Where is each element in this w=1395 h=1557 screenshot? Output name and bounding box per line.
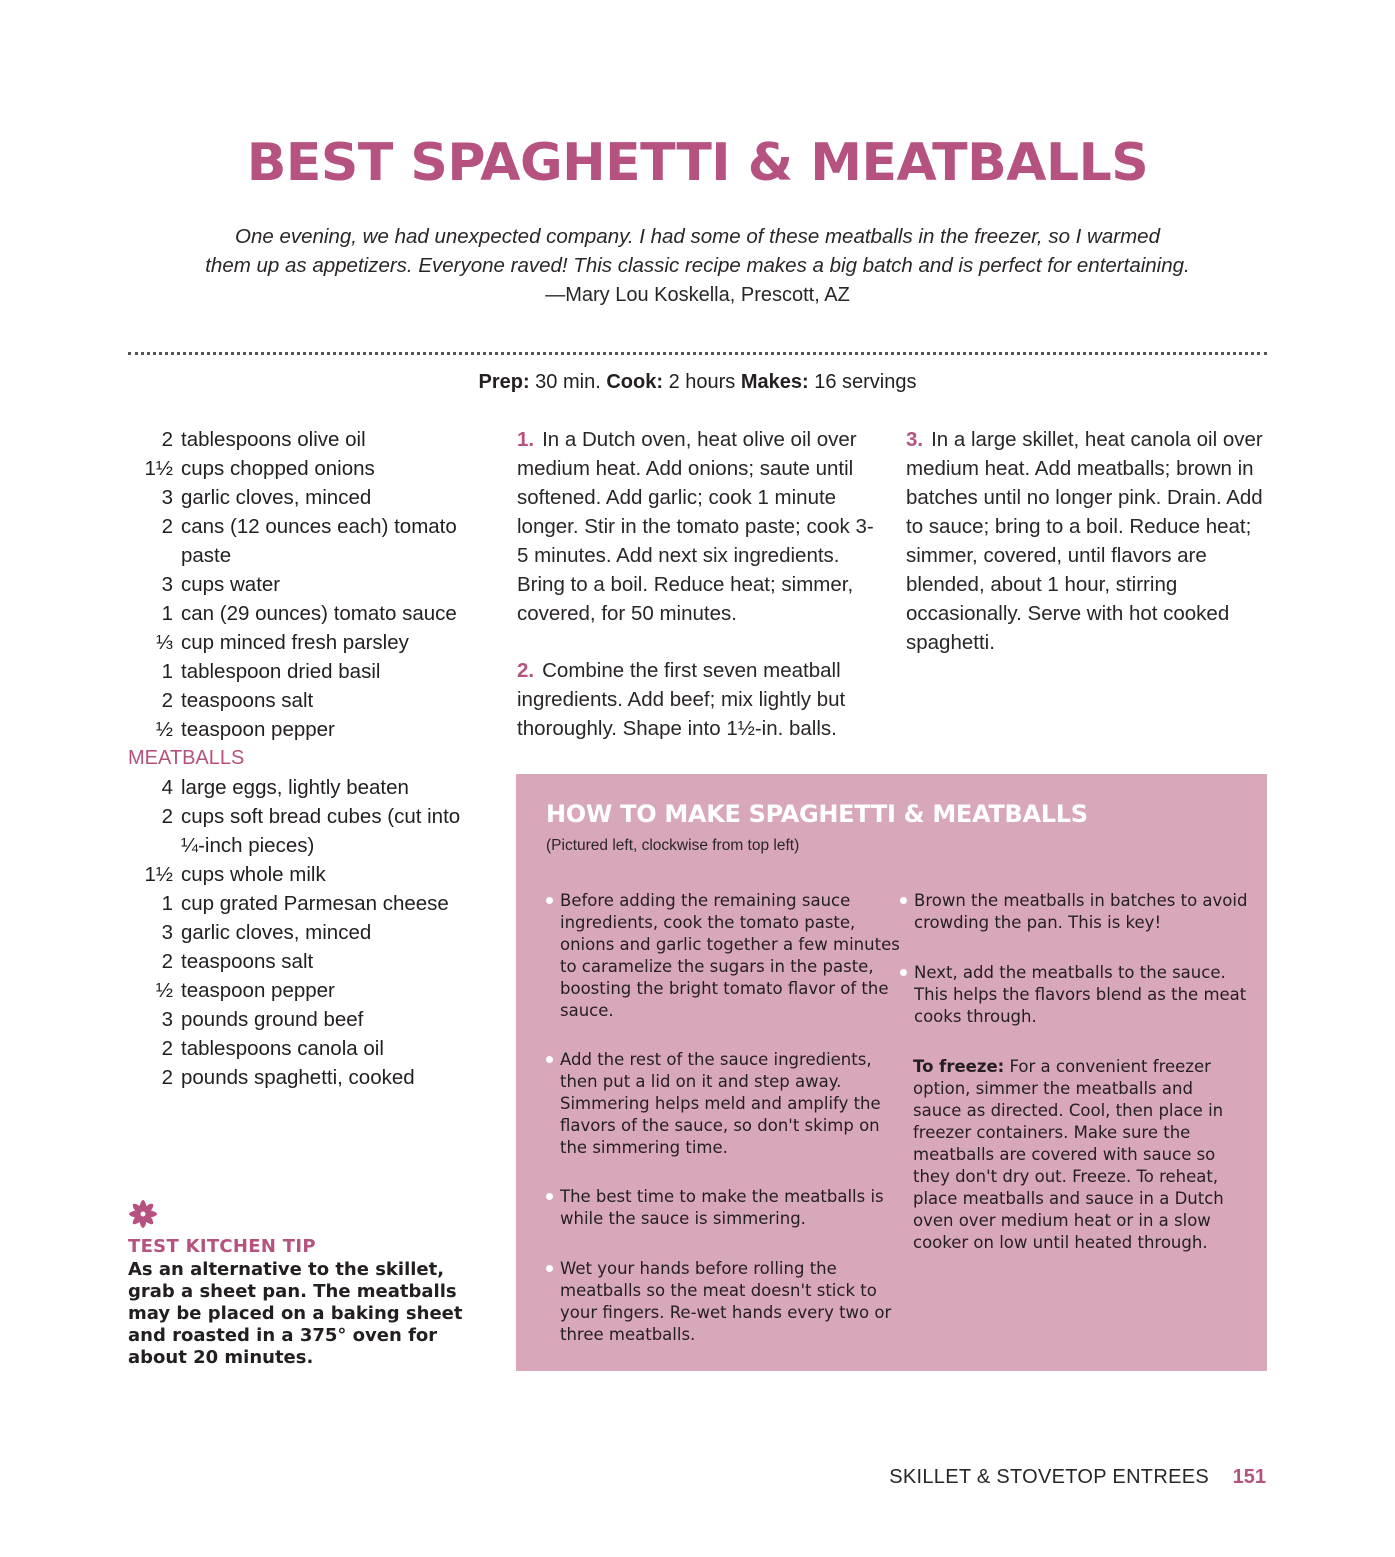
ingredient-row	[128, 1063, 488, 1092]
ingredient-qty: 3	[161, 1008, 173, 1031]
how-to-bullet	[900, 962, 1254, 1028]
how-to-title: HOW TO MAKE SPAGHETTI & MEATBALLS	[546, 800, 1088, 828]
cook-label: Cook:	[606, 371, 663, 393]
bullet-text: Brown the meatballs in batches to avoid crowding the pan. This is key!	[914, 891, 1248, 932]
bullet-dot	[900, 969, 907, 976]
bullet-text: Next, add the meatballs to the sauce. This helps the flavors blend as the meat cooks through.	[914, 963, 1247, 1026]
step-number: 2.	[517, 659, 535, 682]
how-to-bullet	[546, 890, 900, 1022]
page-title: BEST SPAGHETTI & MEATBALLS	[246, 133, 1149, 193]
ingredient-qty: ½	[155, 718, 173, 741]
intro-text	[150, 222, 1245, 280]
ingredient-text: cup grated Parmesan cheese	[181, 892, 449, 915]
ingredient-qty: 2	[161, 515, 173, 538]
ingredient-text: cups whole milk	[181, 863, 326, 886]
dotted-divider	[128, 352, 1267, 355]
ingredient-text: teaspoons salt	[181, 950, 314, 973]
makes-value: 16 servings	[814, 371, 917, 393]
ingredient-row	[128, 628, 488, 657]
ingredient-qty: 3	[161, 486, 173, 509]
ingredient-row	[128, 889, 488, 918]
ingredient-row	[128, 425, 488, 454]
ingredient-text: cups chopped onions	[181, 457, 375, 480]
tip-heading: TEST KITCHEN TIP	[128, 1236, 316, 1257]
ingredient-row	[128, 860, 488, 889]
ingredient-row	[128, 483, 488, 512]
step-text: In a large skillet, heat canola oil over medium heat. Add meatballs; brown in batches until no longer pink. Drain. Add to sauce; bring to a boil. Reduce heat; simmer, covered, until flavors are blended, about 1 hour, stirring occasionally. Serve with hot cooked spaghetti.	[906, 428, 1263, 654]
step-number: 3.	[906, 428, 924, 451]
bullet-dot	[546, 1265, 553, 1272]
ingredient-text: large eggs, lightly beaten	[181, 776, 409, 799]
intro-line-2: them up as appetizers. Everyone raved! This classic recipe makes a big batch and is perfect for entertaining.	[205, 254, 1190, 277]
ingredient-qty: 2	[161, 428, 173, 451]
ingredient-row	[128, 599, 488, 628]
prep-value: 30 min.	[535, 371, 601, 393]
prep-label: Prep:	[478, 371, 530, 393]
ingredient-text: tablespoons olive oil	[181, 428, 366, 451]
step-text: Combine the first seven meatball ingredients. Add beef; mix lightly but thoroughly. Shape into 1½-in. balls.	[517, 659, 846, 740]
step-1	[517, 425, 877, 628]
ingredient-qty: 2	[161, 689, 173, 712]
ingredient-text: cups water	[181, 573, 281, 596]
ingredient-text: teaspoons salt	[181, 689, 314, 712]
page-number: 151	[1232, 1466, 1266, 1488]
how-to-box	[516, 774, 1267, 1371]
ingredient-text: pounds ground beef	[181, 1008, 364, 1031]
bullet-text: Before adding the remaining sauce ingredients, cook the tomato paste, onions and garlic together a few minutes to caramelize the sugars in the paste, boosting the bright tomato flavor of the sauce.	[560, 891, 900, 1020]
ingredient-qty: 2	[161, 1037, 173, 1060]
byline: —Mary Lou Koskella, Prescott, AZ	[545, 284, 850, 306]
freeze-label: To freeze:	[913, 1057, 1005, 1076]
ingredient-qty: 1	[161, 660, 173, 683]
makes-label: Makes:	[740, 371, 809, 393]
ingredient-list	[128, 425, 488, 1092]
ingredient-qty: ⅓	[155, 631, 173, 654]
ingredient-row	[128, 715, 488, 744]
bullet-text: Add the rest of the sauce ingredients, then put a lid on it and step away. Simmering helps meld and amplify the flavors of the sauce, so don't skimp on the simmering time.	[560, 1050, 881, 1157]
ingredient-row	[128, 1005, 488, 1034]
ingredient-row	[128, 1034, 488, 1063]
ingredient-text: garlic cloves, minced	[181, 486, 372, 509]
recipe-meta	[0, 368, 1395, 396]
ingredient-row	[128, 918, 488, 947]
tip-body: As an alternative to the skillet, grab a sheet pan. The meatballs may be placed on a baking sheet and roasted in a 375° oven for about 20 minutes.	[128, 1259, 463, 1368]
how-to-bullet	[900, 890, 1254, 934]
ingredient-row	[128, 802, 488, 860]
ingredient-qty: 2	[161, 950, 173, 973]
ingredient-qty: 1½	[144, 863, 173, 886]
freeze-note	[913, 1056, 1243, 1254]
freeze-text: For a convenient freezer option, simmer the meatballs and sauce as directed. Cool, then place in freezer containers. Make sure the meatballs are covered with sauce so they don't dry out. Freeze. To reheat, place meatballs and sauce in a Dutch oven over medium heat or in a slow cooker on low until heated through.	[913, 1057, 1224, 1252]
how-to-bullet	[546, 1186, 900, 1230]
ingredient-text: cups soft bread cubes (cut into ¼-inch pieces)	[181, 805, 461, 857]
step-2	[517, 656, 877, 743]
ingredient-row	[128, 657, 488, 686]
ingredient-text: teaspoon pepper	[181, 979, 335, 1002]
ingredient-qty: 2	[161, 1066, 173, 1089]
how-to-bullet	[546, 1049, 900, 1159]
ingredient-text: can (29 ounces) tomato sauce	[181, 602, 457, 625]
step-3	[906, 425, 1266, 657]
ingredient-row	[128, 570, 488, 599]
ingredient-row	[128, 454, 488, 483]
ingredient-row	[128, 686, 488, 715]
step-text: In a Dutch oven, heat olive oil over medium heat. Add onions; saute until softened. Add garlic; cook 1 minute longer. Stir in the tomato paste; cook 3-5 minutes. Add next six ingredients. Bring to a boil. Reduce heat; simmer, covered, for 50 minutes.	[517, 428, 874, 625]
ingredient-text: cans (12 ounces each) tomato paste	[181, 515, 457, 567]
ingredient-qty: 2	[161, 805, 173, 828]
ingredient-text: tablespoon dried basil	[181, 660, 381, 683]
ingredient-text: garlic cloves, minced	[181, 921, 372, 944]
asterisk-icon	[128, 1199, 158, 1229]
bullet-text: The best time to make the meatballs is while the sauce is simmering.	[560, 1187, 884, 1228]
bullet-dot	[546, 1056, 553, 1063]
ingredient-text: tablespoons canola oil	[181, 1037, 384, 1060]
ingredient-text: cup minced fresh parsley	[181, 631, 409, 654]
ingredient-qty: 1	[161, 892, 173, 915]
bullet-dot	[900, 897, 907, 904]
bullet-dot	[546, 1193, 553, 1200]
meatballs-heading: MEATBALLS	[128, 747, 245, 769]
ingredient-qty: 3	[161, 921, 173, 944]
bullet-text: Wet your hands before rolling the meatballs so the meat doesn't stick to your fingers. Re-wet hands every two or three meatballs.	[560, 1259, 892, 1344]
ingredient-qty: 3	[161, 573, 173, 596]
how-to-subtitle: (Pictured left, clockwise from top left)	[546, 837, 800, 854]
ingredient-row	[128, 947, 488, 976]
step-number: 1.	[517, 428, 535, 451]
ingredient-row	[128, 512, 488, 570]
how-to-bullet	[546, 1258, 900, 1346]
ingredient-qty: 4	[161, 776, 173, 799]
ingredient-qty: 1½	[144, 457, 173, 480]
intro-line-1: One evening, we had unexpected company. I had some of these meatballs in the freezer, so I warmed	[235, 225, 1160, 248]
ingredient-text: pounds spaghetti, cooked	[181, 1066, 415, 1089]
cook-value: 2 hours	[668, 371, 736, 393]
bullet-dot	[546, 897, 553, 904]
ingredient-text: teaspoon pepper	[181, 718, 335, 741]
footer-section: SKILLET & STOVETOP ENTREES	[889, 1466, 1209, 1488]
ingredient-row	[128, 976, 488, 1005]
ingredient-qty: ½	[155, 979, 173, 1002]
ingredient-qty: 1	[161, 602, 173, 625]
ingredient-row	[128, 773, 488, 802]
